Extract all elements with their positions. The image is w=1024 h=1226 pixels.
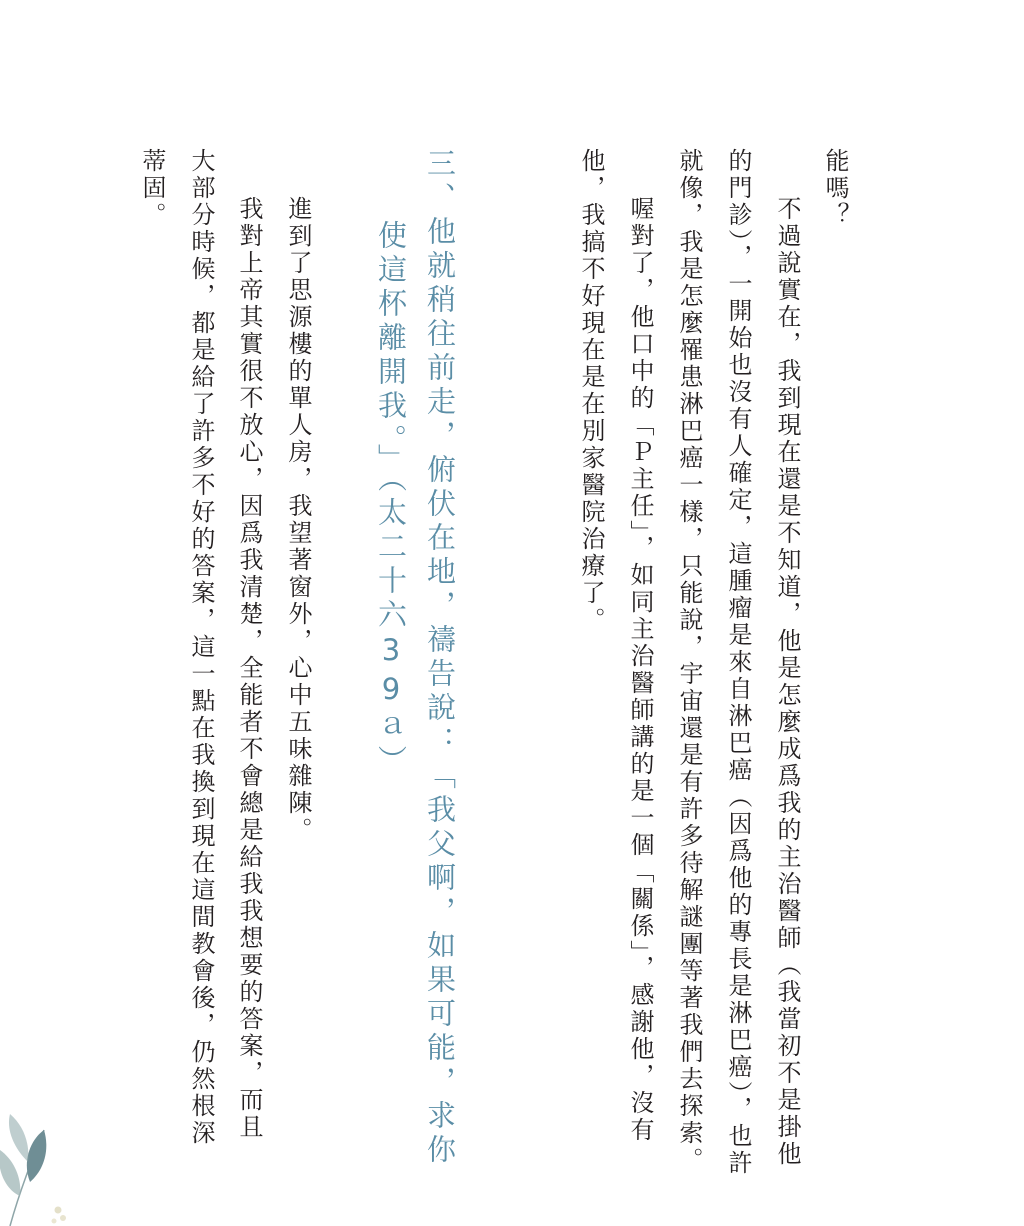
paragraph-4-line-1: 進到了思源樓的單人房，我望著窗外，心中五味雜陳。 [284,196,312,844]
paragraph-5-line-1: 我對上帝其實很不放心，因爲我清楚，全能者不會總是給我我想要的答案，而且 [235,196,263,1141]
leaf-branch-icon [0,1100,80,1226]
paragraph-1-line-1: 能嗎？ [821,148,849,229]
paragraph-2-line-3: 就像，我是怎麼罹患淋巴癌一樣，只能說，宇宙還是有許多待解謎團等著我們去探索。 [675,148,703,1174]
paragraph-2-line-2: 的門診），一開始也沒有人確定，這腫瘤是來自淋巴癌（因爲他的專長是淋巴癌），也許 [724,148,752,1177]
paragraph-5-line-2: 大部分時候，都是給了許多不好的答案，這一點在我換到現在這間教會後，仍然根深 [187,148,215,1147]
paragraph-2-line-1: 不過說實在，我到現在還是不知道，他是怎麼成爲我的主治醫師（我當初不是掛他 [773,196,801,1168]
paragraph-5-line-3: 蒂固。 [138,148,166,229]
section-heading-line-2: 使這杯離開我。」（太二十六39ａ） [374,220,408,779]
paragraph-3-line-1: 喔對了，他口中的「Ｐ主任」，如同主治醫師講的是一個「關係」，感謝他，沒有 [626,196,654,1144]
section-heading-line-1: 三、他就稍往前走，俯伏在地，禱告說：「我父啊，如果可能，求你 [423,148,457,1168]
paragraph-3-line-2: 他，我搞不好現在是在別家醫院治療了。 [577,148,605,634]
